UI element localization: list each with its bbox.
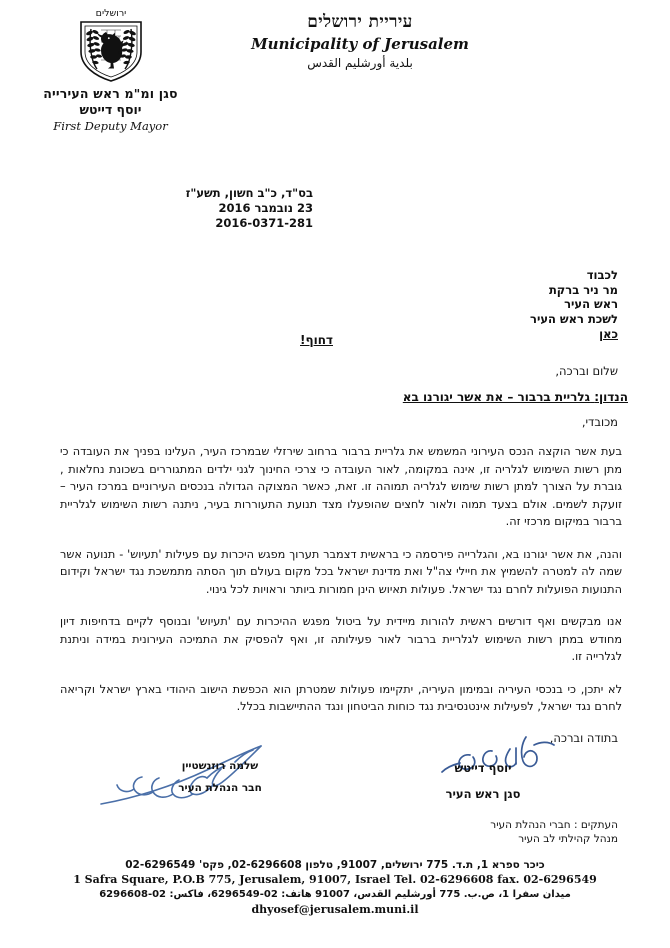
footer-address-english: 1 Safra Square, P.O.B 775, Jerusalem, 91007, Israel Tel. 02-6296608 fax. 02-6296549 <box>73 873 597 886</box>
signature-name-deputy-mayor: יוסף דייטש <box>454 761 512 775</box>
masthead-arabic: بلدية أورشليم القدس <box>307 56 413 70</box>
signature-name-council-member: שלמה רוזנשטיין <box>181 760 259 772</box>
addressee-line-4: לשכת ראש העיר <box>530 311 618 326</box>
jerusalem-municipality-lion-emblem <box>65 6 157 84</box>
deputy-title-english: First Deputy Mayor <box>53 119 168 133</box>
copies-first-line <box>490 818 618 832</box>
date-block <box>0 186 313 231</box>
masthead-hebrew: עיריית ירושלים <box>307 12 413 32</box>
addressee-line-3: ראש העיר <box>564 297 618 311</box>
subject-text: גלריית ברבור – את אשר יגורנו בא <box>402 390 591 404</box>
emblem-block <box>18 6 203 133</box>
addressee-line-2: מר ניר ברקת <box>548 282 618 297</box>
subject-line <box>403 390 628 404</box>
urgent-label: דחוף! <box>300 333 333 347</box>
gregorian-date: 23 נובמבר 2016 <box>218 201 313 215</box>
addressee-line-1: לכבוד <box>586 268 618 282</box>
body-paragraph-2: והנה, את אשר יגורנו בא, והגלרייה פירסמה כי בראשית דצמבר תערוך מפגש היכרות עם פעילות 'תעיוש' - תנועה אשר שמה לה למטרה להשמיץ את חיילי צה"ל ואת מדינת ישראל בכל מקום בעולם תוך הסתה מתמשכת נגד ישראל וקידום התנועות הפועלות לחרם נגד ישראל. פעולות תאיוש הינן חמורות ביותר וראויות לכל גינוי. <box>60 547 622 596</box>
footer-address-hebrew: כיכר ספרא 1, ת.ד. 775 ירושלים, 91007, טלפון 02-6296608, פקס' 02-6296549 <box>125 859 545 871</box>
letterhead <box>0 0 670 160</box>
signature-title-council-member: חבר הנהלת העיר <box>178 782 262 794</box>
signature-title-deputy-mayor: סגן ראש העיר <box>445 787 521 801</box>
body-paragraph-4: לא יתכן, כי בנכסי העיריה ובמימון העיריה, יתקיימו פעולות שמטרתן הוא הכפשת הישוב היהודי בארץ ישראל וקריאה לחרם נגד ישראל, לפעילות אינטנסיבית נגד כוחות הביטחון ונגד ההתיישבות בכלל. <box>60 682 622 713</box>
masthead <box>215 12 505 70</box>
signature-block-council-member <box>140 755 300 799</box>
footer-email: dhyosef@jerusalem.muni.il <box>251 903 419 916</box>
salutation-line: מכובדי, <box>581 415 618 429</box>
reference-number: 2016-0371-281 <box>215 216 313 230</box>
copies-item-1: חברי הנהלת העיר <box>490 819 571 831</box>
body-paragraph-1: בעת אשר הוקצה הנכס העירוני המשמש את גלריית ברבור ברחוב שירזלי שבמרכז העיר, העלינו בפניך את העובדה כי מתן רשות השימוש לגלריה זו, אינה במקומה, לאור העובדה כי צרכי החינוך לגני ילדים המתגוררים בשכונת נחלאות , גוברת על הצורך למתן רשות שימוש לגלריה תמוהה זו. זאת, כאשר המצוקה הגדולה בנכסים העירוניים במרכז העיר – זועקת לשמים. אולם בצעד תמוה ולאור לחצים שהופעלו מצד תנועת התעוררות בעיר, ניתנה רשות השימוש לגלריית ברבור במיקום מרכזי זה. <box>60 445 622 528</box>
copies-block <box>490 818 618 846</box>
addressee-delivery-here: כאן <box>599 327 618 341</box>
closing-line: בתודה וברכה, <box>549 731 618 745</box>
deputy-name-hebrew: יוסף דייטש <box>79 102 142 117</box>
deputy-title-hebrew: סגן ומ"מ ראש העירייה <box>43 86 178 101</box>
footer-address-block <box>0 858 670 917</box>
subject-label: הנדון: <box>594 390 628 404</box>
emblem-top-text: ירושלים <box>95 8 126 19</box>
letter-body <box>60 443 622 731</box>
greeting-line: שלום וברכה, <box>555 364 618 378</box>
signature-block-deputy-mayor <box>408 755 558 807</box>
footer-address-arabic: ميدان سفرا 1، ص.ب. 775 أورشليم القدس، 91007 هاتف: 02-6296549، فاكس: 02-6296608 <box>99 889 571 900</box>
copies-label: העתקים : <box>574 819 618 831</box>
masthead-english: Municipality of Jerusalem <box>251 35 469 53</box>
body-paragraph-3: אנו מבקשים ואף דורשים ראשית להורות מיידית על ביטול מפגש ההיכרות עם 'תעיוש' ובנוסף לקיים בדחיפות דיון מחודש במתן רשות השימוש לגלריית ברבור לאור פעילותה זו, ואף להפסיק את התמיכה העירונית במידה וניתנת לגלרייה זו. <box>60 615 622 663</box>
copies-item-2: מנהל קהילתי לב העיר <box>518 833 618 845</box>
hebrew-date: בס"ד, כ"ב חשון, תשע"ז <box>185 186 313 200</box>
addressee-block <box>530 268 618 342</box>
